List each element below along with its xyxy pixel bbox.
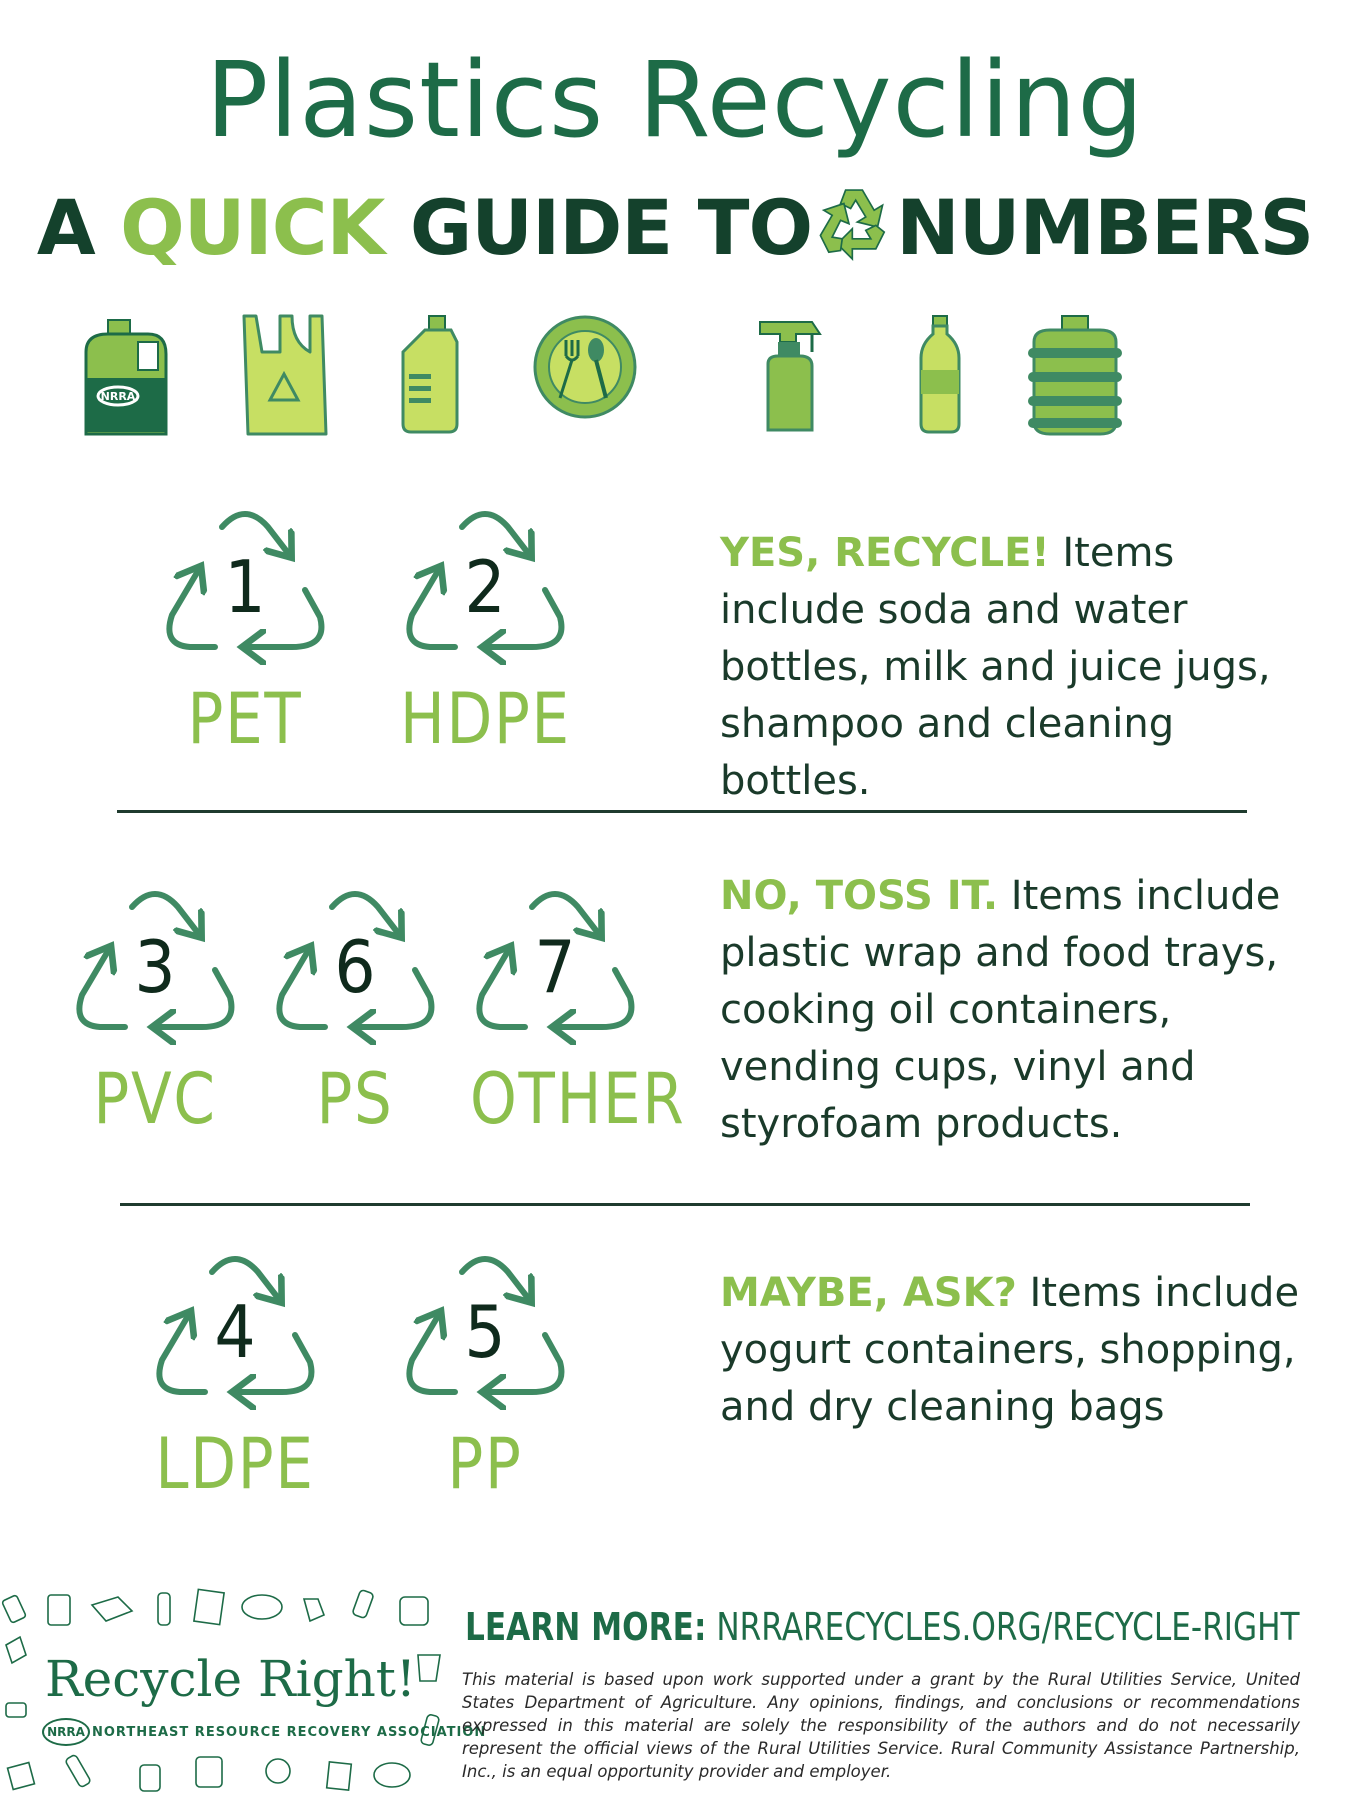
- no-toss-heading: NO, TOSS IT.: [720, 873, 999, 919]
- resin-code-label: PS: [316, 1058, 394, 1140]
- bottle-icon: [395, 312, 465, 442]
- resin-code-number: 6: [334, 925, 376, 1009]
- resin-code-label: LDPE: [155, 1423, 315, 1505]
- product-icons-row: [60, 312, 1300, 462]
- plate-icon: [530, 312, 640, 422]
- resin-code-number: 2: [464, 545, 506, 629]
- nrra-badge: NRRA: [42, 1718, 90, 1746]
- resin-code-7-symbol: [470, 885, 640, 1045]
- resin-code-3-symbol: [70, 885, 240, 1045]
- soda-bottle-icon: [915, 312, 965, 442]
- subtitle-guide-to: GUIDE TO: [409, 183, 813, 272]
- jug-icon: [78, 312, 178, 442]
- section-divider: [117, 810, 1247, 813]
- resin-code-number: 1: [224, 545, 266, 629]
- subtitle-quick: QUICK: [120, 183, 385, 272]
- subtitle-numbers: NUMBERS: [896, 183, 1314, 272]
- maybe-ask-heading: MAYBE, ASK?: [720, 1270, 1017, 1316]
- learn-more-label: LEARN MORE:: [465, 1605, 707, 1649]
- learn-more-line: [465, 1605, 1300, 1649]
- recycle-icon: [812, 180, 896, 264]
- jug-logo-text: NRRA: [100, 390, 136, 403]
- yes-recycle-description: [720, 525, 1320, 810]
- page-subtitle: [0, 180, 1350, 272]
- yes-recycle-heading: YES, RECYCLE!: [720, 530, 1050, 576]
- no-toss-description: [720, 868, 1300, 1153]
- plastic-bag-icon: [240, 312, 330, 442]
- resin-code-number: 5: [464, 1290, 506, 1374]
- resin-code-label: OTHER: [470, 1058, 686, 1140]
- resin-code-label: PVC: [93, 1058, 217, 1140]
- page-title: Plastics Recycling: [205, 39, 1145, 161]
- nrra-org-name: NORTHEAST RESOURCE RECOVERY ASSOCIATION: [92, 1725, 487, 1740]
- resin-code-number: 3: [134, 925, 176, 1009]
- resin-code-label: PP: [447, 1423, 523, 1505]
- resin-code-2-symbol: [400, 505, 570, 665]
- funding-disclaimer: This material is based upon work supported under a grant by the Rural Utilities Service, United States Department of Agriculture. Any opinions, findings, and conclusions or recommendations expressed in this material are solely the responsibility of the authors and do not necessarily represent the official views of the Rural Utilities Service. Rural Community Assistance Partnership, Inc., is an equal opportunity provider and employer.: [462, 1670, 1300, 1781]
- spray-bottle-icon: [750, 312, 840, 442]
- resin-code-4-symbol: [150, 1250, 320, 1410]
- learn-more-url[interactable]: NRRARECYCLES.ORG/RECYCLE-RIGHT: [716, 1605, 1300, 1649]
- recycle-right-title: Recycle Right!: [45, 1650, 416, 1708]
- section-divider: [120, 1203, 1250, 1206]
- resin-code-number: 7: [534, 925, 576, 1009]
- resin-code-5-symbol: [400, 1250, 570, 1410]
- resin-code-number: 4: [214, 1290, 256, 1374]
- resin-code-1-symbol: [160, 505, 330, 665]
- yes-recycle-text: Items include soda and water bottles, milk and juice jugs, shampoo and cleaning bottles.: [720, 530, 1271, 804]
- subtitle-a: A: [36, 183, 95, 272]
- water-jug-icon: [1020, 312, 1130, 442]
- resin-code-label: HDPE: [400, 678, 571, 760]
- maybe-ask-text: Items include yogurt containers, shopping, and dry cleaning bags: [720, 1270, 1300, 1430]
- no-toss-text: Items include plastic wrap and food trays, cooking oil containers, vending cups, vinyl and styrofoam products.: [720, 873, 1281, 1147]
- resin-code-label: PET: [187, 678, 303, 760]
- resin-code-6-symbol: [270, 885, 440, 1045]
- maybe-ask-description: [720, 1265, 1310, 1436]
